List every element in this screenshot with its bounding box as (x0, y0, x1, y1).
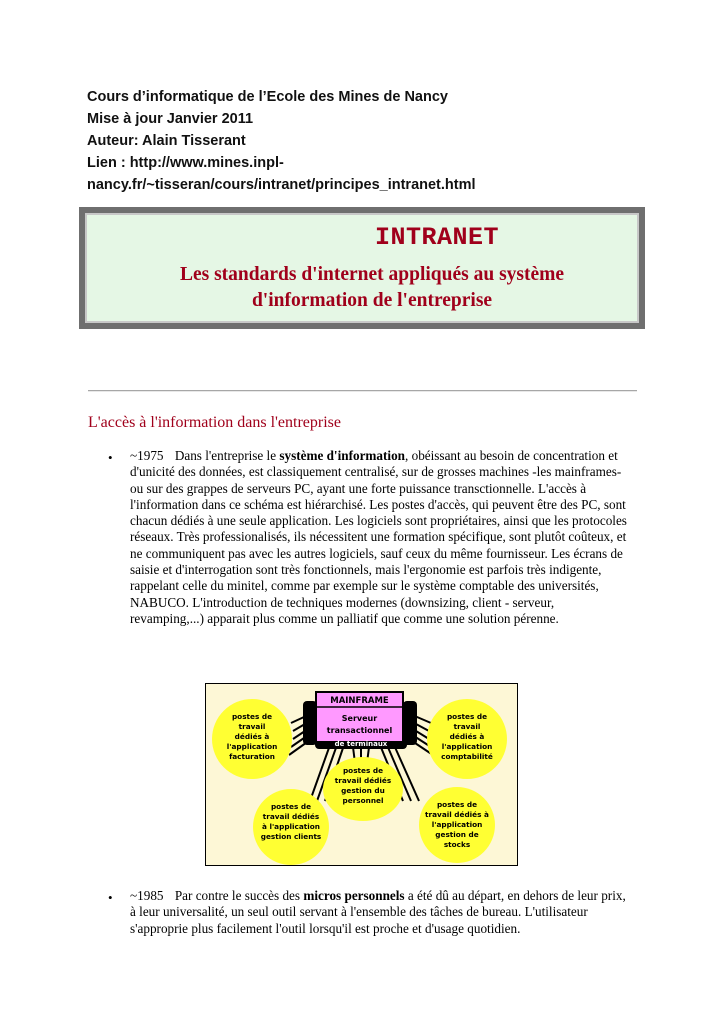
banner-subtitle-line2: d'information de l'entreprise (251, 290, 493, 311)
header-link-url-line[interactable]: nancy.fr/~tisseran/cours/intranet/principes_intranet.html (87, 177, 476, 193)
intranet-banner (79, 207, 645, 329)
bullet-icon: • (108, 890, 113, 905)
header-author-line: Auteur: Alain Tisserant (87, 133, 246, 149)
c4-line2: travail dédiés (262, 812, 320, 821)
c1-line3: dédiés à (234, 732, 270, 741)
server-label-line2: transactionnel (326, 726, 393, 735)
paragraph-1975 (130, 448, 630, 627)
c3-line4: personnel (342, 796, 384, 805)
c4-line1: postes de (270, 802, 312, 811)
server-label-line1: Serveur (341, 714, 378, 723)
c1-line2: travail (238, 722, 266, 731)
c5-line5: stocks (443, 840, 471, 849)
c3-line1: postes de (342, 766, 384, 775)
horizontal-divider (88, 390, 637, 392)
c4-line3: à l'application (261, 822, 321, 831)
year-label: ~1985 (130, 888, 164, 903)
course-header (87, 86, 647, 196)
para-bold-term: système d'information (279, 448, 405, 463)
c5-line3: l'application (431, 820, 483, 829)
c1-line5: facturation (229, 752, 275, 761)
para-body: , obéissant au besoin de concentration et d'unicité des données, est classiquement centralisé, sur de grosses machines -les mainframes- ou sur des grappes de serveurs PC, ayant une forte puissance transctionnelle. L'accès à l'information dans ce schéma est hiérarchisé. Les postes d'accès, qui peuvent être des PC, sont chacun dédiés à une seule application. Les logiciels sont propriétaires, ainsi que les protocoles réseaux. Très professionalisés, ils nécessitent une formation spécifique, sont plutôt coûteux, et ne communiquent pas avec les autres logiciels, sauf ceux du même fournisseur. Les écrans de saisie et d'interrogation sont très fonctionnels, mais l'ergonomie est parfois très indigente, rappelant celle du minitel, comme par exemple sur le système comptable des universités, NABUCO. L'introduction de techniques modernes (downsizing, client - serveur, revamping,...) apparait plus comme un palliatif que comme une solution pérenne. (130, 448, 627, 626)
mainframe-label: MAINFRAME (330, 696, 389, 706)
banner-subtitle-line1: Les standards d'internet appliqués au système (179, 264, 565, 285)
c2-line5: comptabilité (441, 752, 493, 761)
header-course-line: Cours d’informatique de l’Ecole des Mines de Nancy (87, 89, 448, 105)
c5-line4: gestion de (435, 830, 479, 839)
section-title: L'accès à l'information dans l'entreprise (88, 414, 341, 431)
c4-line4: gestion clients (260, 832, 322, 841)
c2-line3: dédiés à (449, 732, 485, 741)
c3-line2: travail dédiés (334, 776, 392, 785)
c1-line1: postes de (231, 712, 273, 721)
paragraph-1985 (130, 888, 630, 937)
terminals-label: de terminaux (334, 740, 388, 748)
para-lead: Par contre le succès des (174, 888, 301, 903)
banner-title: INTRANET (374, 223, 500, 252)
para-bold-term: micros personnels (303, 888, 405, 903)
header-update-line: Mise à jour Janvier 2011 (87, 111, 254, 127)
header-link-line[interactable]: Lien : http://www.mines.inpl- (87, 155, 284, 171)
bullet-icon: • (108, 450, 113, 465)
c5-line1: postes de (436, 800, 478, 809)
c2-line2: travail (453, 722, 481, 731)
para-lead: Dans l'entreprise le (174, 448, 277, 463)
banner-subtitle (87, 262, 637, 314)
c5-line2: travail dédiés à (425, 810, 489, 819)
c2-line4: l'application (441, 742, 493, 751)
c2-line1: postes de (446, 712, 488, 721)
year-label: ~1975 (130, 448, 164, 463)
mainframe-diagram (205, 683, 518, 866)
c1-line4: l'application (226, 742, 278, 751)
para-body: a été dû au départ, en dehors de leur prix, à leur universalité, un seul outil servant à l'ensemble des tâches de bureau. L'utilisateur s'approprie plus facilement l'outil lorsqu'il est proche et d'usage quotidien. (130, 888, 626, 936)
c3-line3: gestion du (341, 786, 385, 795)
banner-panel (85, 213, 639, 323)
